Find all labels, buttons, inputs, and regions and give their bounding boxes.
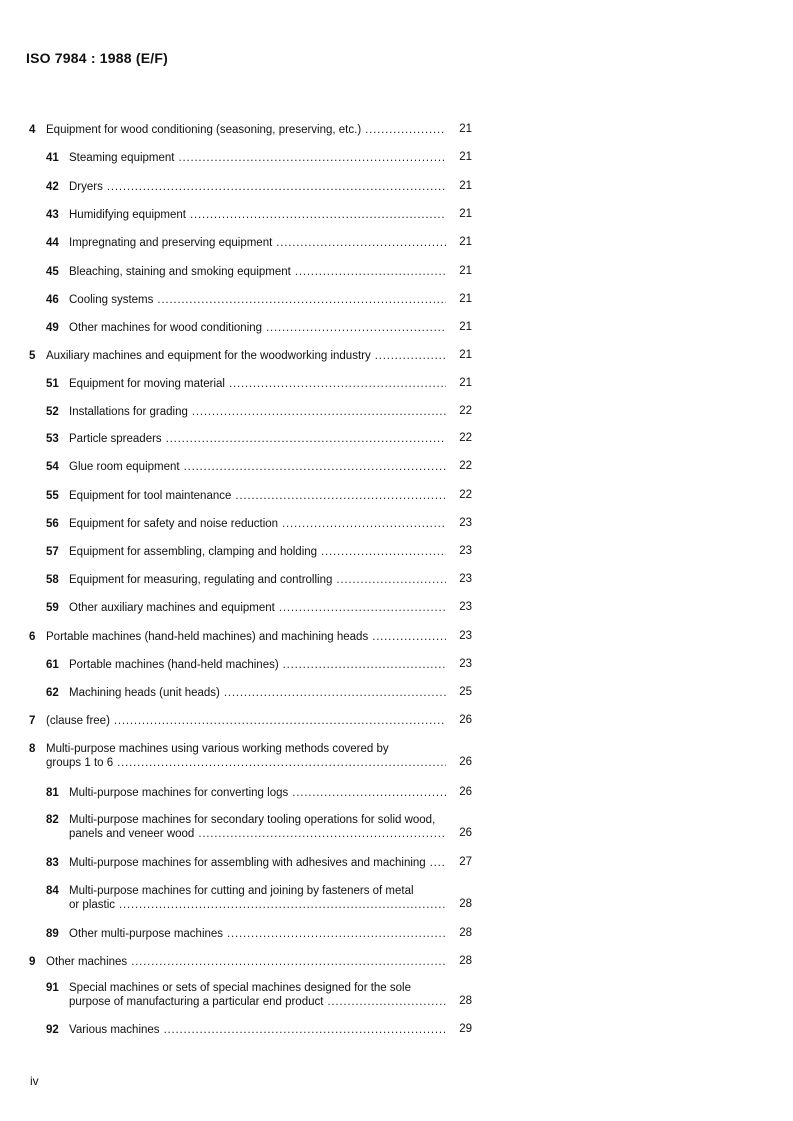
- entry-number: 41: [46, 152, 59, 164]
- entry-number: 7: [29, 715, 36, 727]
- entry-number: 44: [46, 237, 59, 249]
- toc-entry-6: [29, 630, 450, 644]
- toc-entry-59: [46, 601, 450, 615]
- entry-title: Other machines: [46, 956, 128, 968]
- entry-number: 4: [29, 124, 36, 136]
- page-number: 26: [459, 827, 472, 839]
- entry-title: Particle spreaders: [69, 433, 162, 445]
- entry-number: 45: [46, 266, 59, 278]
- toc-entry-58: [46, 573, 450, 587]
- toc-entry-4: [29, 123, 450, 137]
- page-number: 27: [459, 856, 472, 868]
- toc-entry-42: [46, 180, 450, 194]
- entry-title-line1: Multi-purpose machines for secondary tooling operations for solid wood,: [69, 814, 436, 826]
- entry-title: Portable machines (hand-held machines): [69, 659, 279, 671]
- dot-leader: [198, 827, 446, 841]
- dot-leader: [166, 432, 446, 446]
- entry-number: 55: [46, 490, 59, 502]
- entry-number: 57: [46, 546, 59, 558]
- entry-number: 89: [46, 928, 59, 940]
- dot-leader: [375, 349, 446, 363]
- entry-title: Equipment for safety and noise reduction: [69, 518, 279, 530]
- entry-title: Other machines for wood conditioning: [69, 322, 263, 334]
- toc-entry-82: [46, 813, 450, 841]
- entry-title: (clause free): [46, 715, 110, 727]
- page-number: 26: [459, 756, 472, 768]
- entry-title-line2: or plastic: [69, 899, 116, 911]
- entry-number: 54: [46, 461, 59, 473]
- dot-leader: [283, 658, 446, 672]
- entry-title: Equipment for measuring, regulating and controlling: [69, 574, 333, 586]
- entry-title: Glue room equipment: [69, 461, 180, 473]
- dot-leader: [229, 377, 446, 391]
- page-number: 23: [459, 601, 472, 613]
- document-header: ISO 7984 : 1988 (E/F): [26, 50, 168, 66]
- entry-title-line1: Multi-purpose machines using various working methods covered by: [46, 743, 389, 755]
- entry-number: 51: [46, 378, 59, 390]
- dot-leader: [178, 151, 446, 165]
- dot-leader: [327, 995, 446, 1009]
- entry-title-line2: groups 1 to 6: [46, 757, 114, 769]
- dot-leader: [190, 208, 446, 222]
- dot-leader: [292, 786, 446, 800]
- entry-number: 42: [46, 181, 59, 193]
- dot-leader: [117, 756, 446, 770]
- dot-leader: [430, 856, 446, 870]
- entry-title: Equipment for wood conditioning (seasoning, preserving, etc.): [46, 124, 362, 136]
- toc-entry-92: [46, 1023, 450, 1037]
- page-number: 21: [459, 349, 472, 361]
- dot-leader: [227, 927, 446, 941]
- dot-leader: [119, 898, 446, 912]
- toc-entry-45: [46, 265, 450, 279]
- entry-title: Portable machines (hand-held machines) and machining heads: [46, 631, 369, 643]
- page-number: 28: [459, 995, 472, 1007]
- page-number: 21: [459, 123, 472, 135]
- toc-entry-51: [46, 377, 450, 391]
- entry-number: 9: [29, 956, 36, 968]
- entry-title: Multi-purpose machines for converting logs: [69, 787, 289, 799]
- dot-leader: [279, 601, 446, 615]
- dot-leader: [372, 630, 446, 644]
- entry-title-line2: panels and veneer wood: [69, 828, 195, 840]
- toc-entry-49: [46, 321, 450, 335]
- entry-number: 61: [46, 659, 59, 671]
- entry-title: Cooling systems: [69, 294, 154, 306]
- toc-entry-46: [46, 293, 450, 307]
- toc-entry-8: [29, 742, 450, 770]
- page-number: 23: [459, 630, 472, 642]
- dot-leader: [107, 180, 446, 194]
- toc-entry-44: [46, 236, 450, 250]
- page-number: 21: [459, 236, 472, 248]
- entry-number: 5: [29, 350, 36, 362]
- toc-entry-53: [46, 432, 450, 446]
- page-number: 21: [459, 151, 472, 163]
- entry-number: 8: [29, 743, 36, 755]
- toc-entry-62: [46, 686, 450, 700]
- page-number: 22: [459, 489, 472, 501]
- dot-leader: [276, 236, 446, 250]
- entry-title: Equipment for assembling, clamping and holding: [69, 546, 318, 558]
- entry-number: 56: [46, 518, 59, 530]
- page-number: 23: [459, 545, 472, 557]
- entry-title: Equipment for tool maintenance: [69, 490, 232, 502]
- toc-entry-43: [46, 208, 450, 222]
- dot-leader: [224, 686, 446, 700]
- dot-leader: [266, 321, 446, 335]
- toc-entry-91: [46, 981, 450, 1009]
- entry-number: 53: [46, 433, 59, 445]
- entry-title: Various machines: [69, 1024, 160, 1036]
- entry-number: 49: [46, 322, 59, 334]
- page-number: 23: [459, 573, 472, 585]
- entry-number: 59: [46, 602, 59, 614]
- entry-title: Steaming equipment: [69, 152, 175, 164]
- dot-leader: [365, 123, 446, 137]
- entry-number: 46: [46, 294, 59, 306]
- entry-number: 62: [46, 687, 59, 699]
- dot-leader: [282, 517, 446, 531]
- entry-number: 91: [46, 982, 59, 994]
- page-number: 21: [459, 180, 472, 192]
- page-number: 21: [459, 265, 472, 277]
- toc-entry-7: [29, 714, 450, 728]
- page-number: 21: [459, 208, 472, 220]
- entry-number: 52: [46, 406, 59, 418]
- dot-leader: [131, 955, 446, 969]
- entry-number: 81: [46, 787, 59, 799]
- toc-entry-5: [29, 349, 450, 363]
- toc-entry-83: [46, 856, 450, 870]
- dot-leader: [164, 1023, 446, 1037]
- toc-entry-55: [46, 489, 450, 503]
- dot-leader: [114, 714, 446, 728]
- dot-leader: [192, 405, 446, 419]
- entry-title: Dryers: [69, 181, 103, 193]
- entry-title: Auxiliary machines and equipment for the woodworking industry: [46, 350, 371, 362]
- page-number: 25: [459, 686, 472, 698]
- entry-title: Installations for grading: [69, 406, 188, 418]
- page-number: 23: [459, 658, 472, 670]
- entry-title: Equipment for moving material: [69, 378, 225, 390]
- page-number: 21: [459, 321, 472, 333]
- dot-leader: [235, 489, 446, 503]
- entry-number: 82: [46, 814, 59, 826]
- entry-number: 43: [46, 209, 59, 221]
- entry-title: Humidifying equipment: [69, 209, 186, 221]
- dot-leader: [295, 265, 446, 279]
- dot-leader: [336, 573, 446, 587]
- page-number: 28: [459, 927, 472, 939]
- entry-number: 92: [46, 1024, 59, 1036]
- footer-page-label: iv: [30, 1074, 39, 1088]
- entry-title: Impregnating and preserving equipment: [69, 237, 273, 249]
- toc-entry-52: [46, 405, 450, 419]
- entry-number: 58: [46, 574, 59, 586]
- entry-number: 84: [46, 885, 59, 897]
- entry-title: Other auxiliary machines and equipment: [69, 602, 275, 614]
- entry-title-line1: Multi-purpose machines for cutting and joining by fasteners of metal: [69, 885, 414, 897]
- toc-entry-84: [46, 884, 450, 912]
- toc-entry-56: [46, 517, 450, 531]
- toc-entry-89: [46, 927, 450, 941]
- toc-entry-57: [46, 545, 450, 559]
- page-number: 22: [459, 460, 472, 472]
- entry-number: 6: [29, 631, 36, 643]
- entry-title: Other multi-purpose machines: [69, 928, 224, 940]
- entry-title: Multi-purpose machines for assembling with adhesives and machining: [69, 857, 426, 869]
- page-number: 26: [459, 786, 472, 798]
- dot-leader: [184, 460, 446, 474]
- toc-entry-9: [29, 955, 450, 969]
- page-number: 28: [459, 898, 472, 910]
- entry-number: 83: [46, 857, 59, 869]
- page-number: 22: [459, 405, 472, 417]
- page-number: 28: [459, 955, 472, 967]
- dot-leader: [321, 545, 446, 559]
- entry-title: Machining heads (unit heads): [69, 687, 220, 699]
- toc-entry-81: [46, 786, 450, 800]
- entry-title: Bleaching, staining and smoking equipment: [69, 266, 291, 278]
- dot-leader: [157, 293, 446, 307]
- page-number: 21: [459, 293, 472, 305]
- page-number: 22: [459, 432, 472, 444]
- entry-title-line2: purpose of manufacturing a particular end product: [69, 996, 324, 1008]
- page-number: 29: [459, 1023, 472, 1035]
- page-number: 21: [459, 377, 472, 389]
- toc-entry-54: [46, 460, 450, 474]
- page-number: 23: [459, 517, 472, 529]
- page-number: 26: [459, 714, 472, 726]
- toc-entry-41: [46, 151, 450, 165]
- toc-entry-61: [46, 658, 450, 672]
- entry-title-line1: Special machines or sets of special machines designed for the sole: [69, 982, 411, 994]
